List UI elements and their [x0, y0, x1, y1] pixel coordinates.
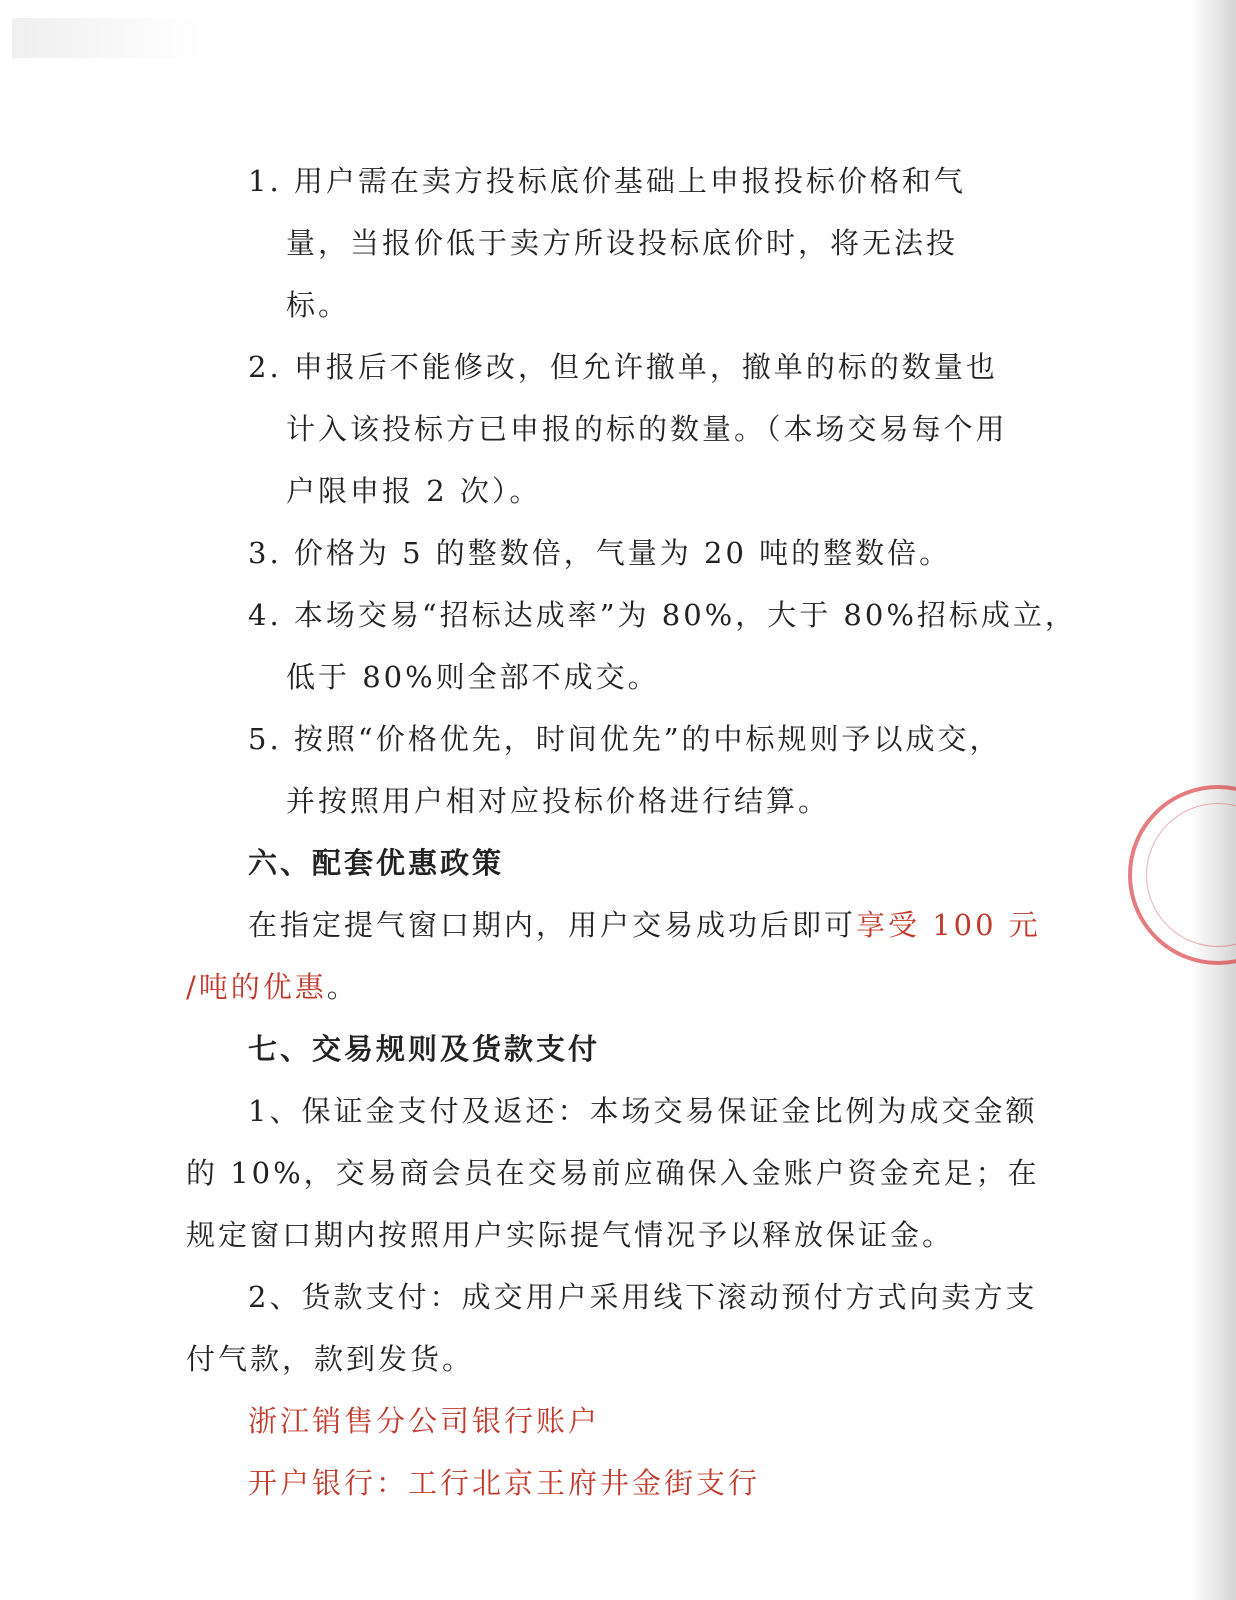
discount-paragraph-line: [186, 894, 1041, 956]
section-heading-discount-policy: 六、配套优惠政策: [248, 846, 505, 880]
list-item-line: 并按照用户相对应投标价格进行结算。: [286, 784, 831, 818]
document-body: [186, 150, 1077, 1514]
list-item-line: 低于 80%则全部不成交。: [286, 660, 660, 694]
discount-paragraph-line: [186, 956, 1016, 1018]
scan-artifact: [12, 18, 202, 58]
deposit-paragraph-line: 1、保证金支付及返还：本场交易保证金比例为成交金额: [248, 1094, 1038, 1128]
list-item: [186, 150, 1016, 336]
deposit-paragraph-line: 的 10%，交易商会员在交易前应确保入金账户资金充足；在: [186, 1156, 1040, 1190]
list-item-line: 1. 用户需在卖方投标底价基础上申报投标价格和气: [248, 164, 966, 198]
discount-highlight: /吨的优惠: [186, 970, 327, 1004]
list-item-line: 户限申报 2 次）。: [286, 474, 542, 508]
payment-paragraph-line: 2、货款支付：成交用户采用线下滚动预付方式向卖方支: [248, 1280, 1038, 1314]
discount-highlight: 享受 100 元: [856, 908, 1041, 942]
deposit-paragraph-line: 规定窗口期内按照用户实际提气情况予以释放保证金。: [186, 1218, 955, 1252]
discount-text: 在指定提气窗口期内，用户交易成功后即可: [248, 908, 857, 942]
bank-account-title: 浙江销售分公司银行账户: [248, 1404, 601, 1438]
list-item-line: 5. 按照“价格优先，时间优先”的中标规则予以成交，: [248, 722, 1002, 756]
section-heading-trading-rules: 七、交易规则及货款支付: [248, 1032, 601, 1066]
list-item: [186, 584, 1077, 708]
payment-paragraph-line: 付气款，款到发货。: [186, 1342, 475, 1376]
list-item: [186, 336, 1016, 522]
list-item: [186, 708, 1016, 832]
seal-inner-ring: [1146, 803, 1236, 947]
list-item-line: 3. 价格为 5 的整数倍，气量为 20 吨的整数倍。: [248, 536, 952, 570]
list-item-line: 量，当报价低于卖方所设投标底价时，将无法投: [286, 226, 959, 260]
company-seal-stamp: [1128, 785, 1236, 965]
list-item: [186, 522, 1016, 584]
bank-name-line: 开户银行：工行北京王府井金街支行: [248, 1466, 761, 1500]
list-item-line: 4. 本场交易“招标达成率”为 80%，大于 80%招标成立，: [248, 598, 1077, 632]
discount-text: 。: [326, 970, 359, 1004]
list-item-line: 标。: [286, 288, 351, 322]
list-item-line: 计入该投标方已申报的标的数量。（本场交易每个用: [286, 412, 1008, 446]
list-item-line: 2. 申报后不能修改，但允许撤单，撤单的标的数量也: [248, 350, 998, 384]
